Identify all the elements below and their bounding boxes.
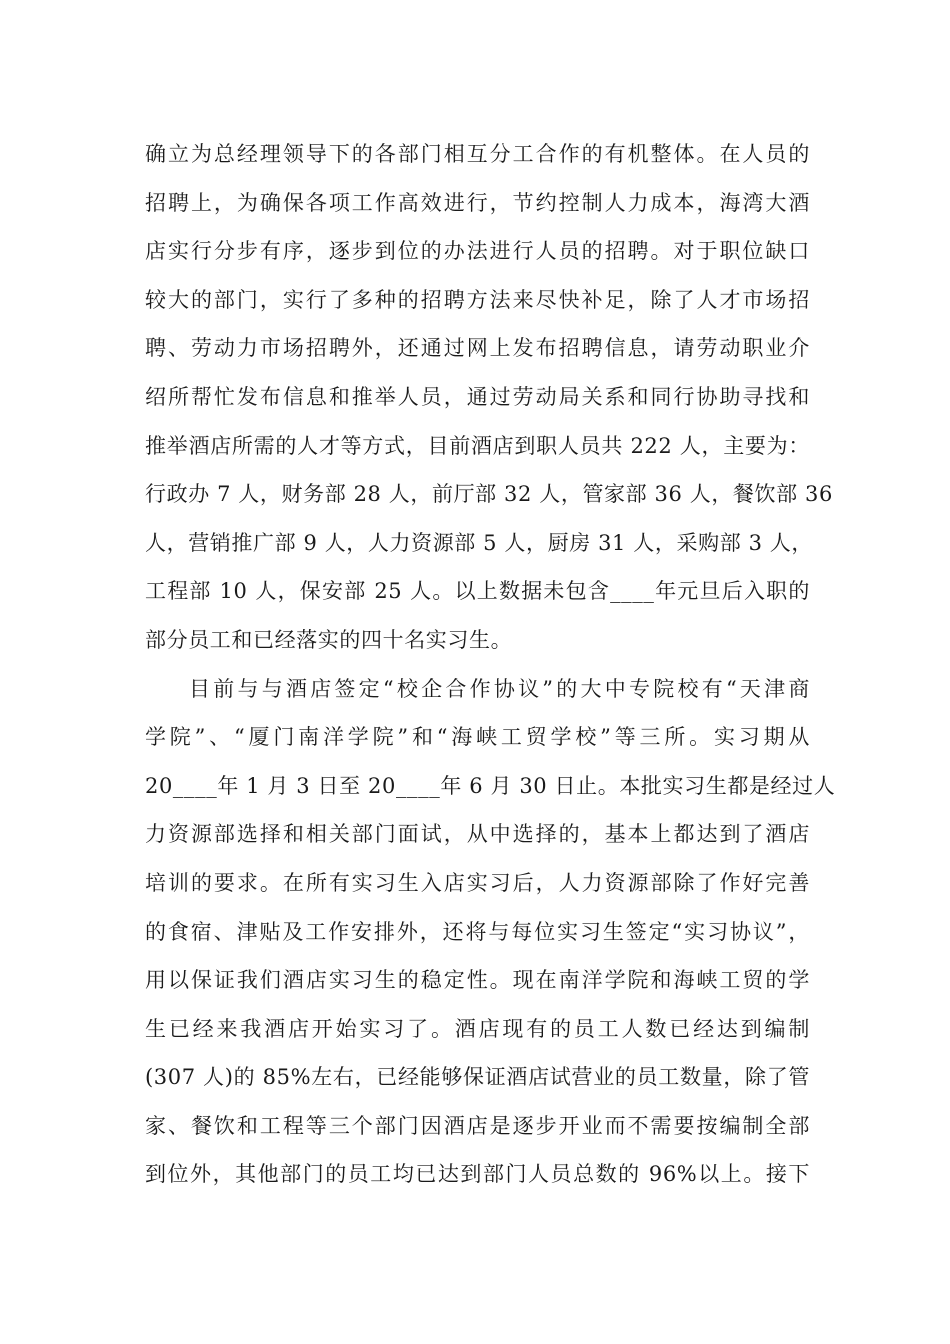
paragraph-1-line-7: 推举酒店所需的人才等方式，目前酒店到职人员共 222 人，主要为：	[145, 433, 810, 458]
paragraph-2-line-1: 目前与与酒店签定“校企合作协议”的大中专院校有“天津商	[189, 676, 810, 701]
paragraph-1-line-4: 较大的部门，实行了多种的招聘方法来尽快补足，除了人才市场招	[145, 287, 810, 312]
paragraph-2-line-5: 培训的要求。在所有实习生入店实习后，人力资源部除了作好完善	[145, 870, 810, 895]
paragraph-1-line-1: 确立为总经理领导下的各部门相互分工合作的有机整体。在人员的	[145, 142, 810, 166]
document-body	[145, 130, 836, 1199]
paragraph-2-line-8: 生已经来我酒店开始实习了。酒店现有的员工人数已经达到编制	[145, 1016, 810, 1041]
paragraph-2-line-10: 家、餐饮和工程等三个部门因酒店是逐步开业而不需要按编制全部	[145, 1113, 810, 1138]
paragraph-1-line-9: 人，营销推广部 9 人，人力资源部 5 人，厨房 31 人，采购部 3 人，	[145, 530, 814, 555]
paragraph-2-line-2: 学院”、“厦门南洋学院”和“海峡工贸学校”等三所。实习期从	[145, 725, 810, 750]
paragraph-2-line-9: (307 人)的 85%左右，已经能够保证酒店试营业的员工数量，除了管	[145, 1065, 810, 1090]
paragraph-2-line-7: 用以保证我们酒店实习生的稳定性。现在南洋学院和海峡工贸的学	[145, 968, 810, 993]
paragraph-1-line-8: 行政办 7 人，财务部 28 人，前厅部 32 人，管家部 36 人，餐饮部 36	[145, 482, 833, 507]
paragraph-2-line-3: 20____年 1 月 3 日至 20____年 6 月 30 日止。本批实习生都是经过人	[145, 773, 836, 798]
paragraph-1-line-5: 聘、劳动力市场招聘外，还通过网上发布招聘信息，请劳动职业介	[145, 336, 810, 361]
paragraph-1-line-3: 店实行分步有序，逐步到位的办法进行人员的招聘。对于职位缺口	[145, 239, 810, 264]
paragraph-1-line-11: 部分员工和已经落实的四十名实习生。	[145, 627, 513, 652]
paragraph-2-line-4: 力资源部选择和相关部门面试，从中选择的，基本上都达到了酒店	[145, 822, 810, 847]
paragraph-2-line-11: 到位外，其他部门的员工均已达到部门人员总数的 96%以上。接下	[145, 1162, 810, 1187]
paragraph-1-line-10: 工程部 10 人，保安部 25 人。以上数据未包含____年元旦后入职的	[145, 579, 810, 604]
paragraph-1-line-6: 绍所帮忙发布信息和推举人员，通过劳动局关系和同行协助寻找和	[145, 384, 810, 409]
paragraph-2-line-6: 的食宿、津贴及工作安排外，还将与每位实习生签定“实习协议”，	[145, 919, 810, 944]
paragraph-1-line-2: 招聘上，为确保各项工作高效进行，节约控制人力成本，海湾大酒	[145, 190, 810, 215]
